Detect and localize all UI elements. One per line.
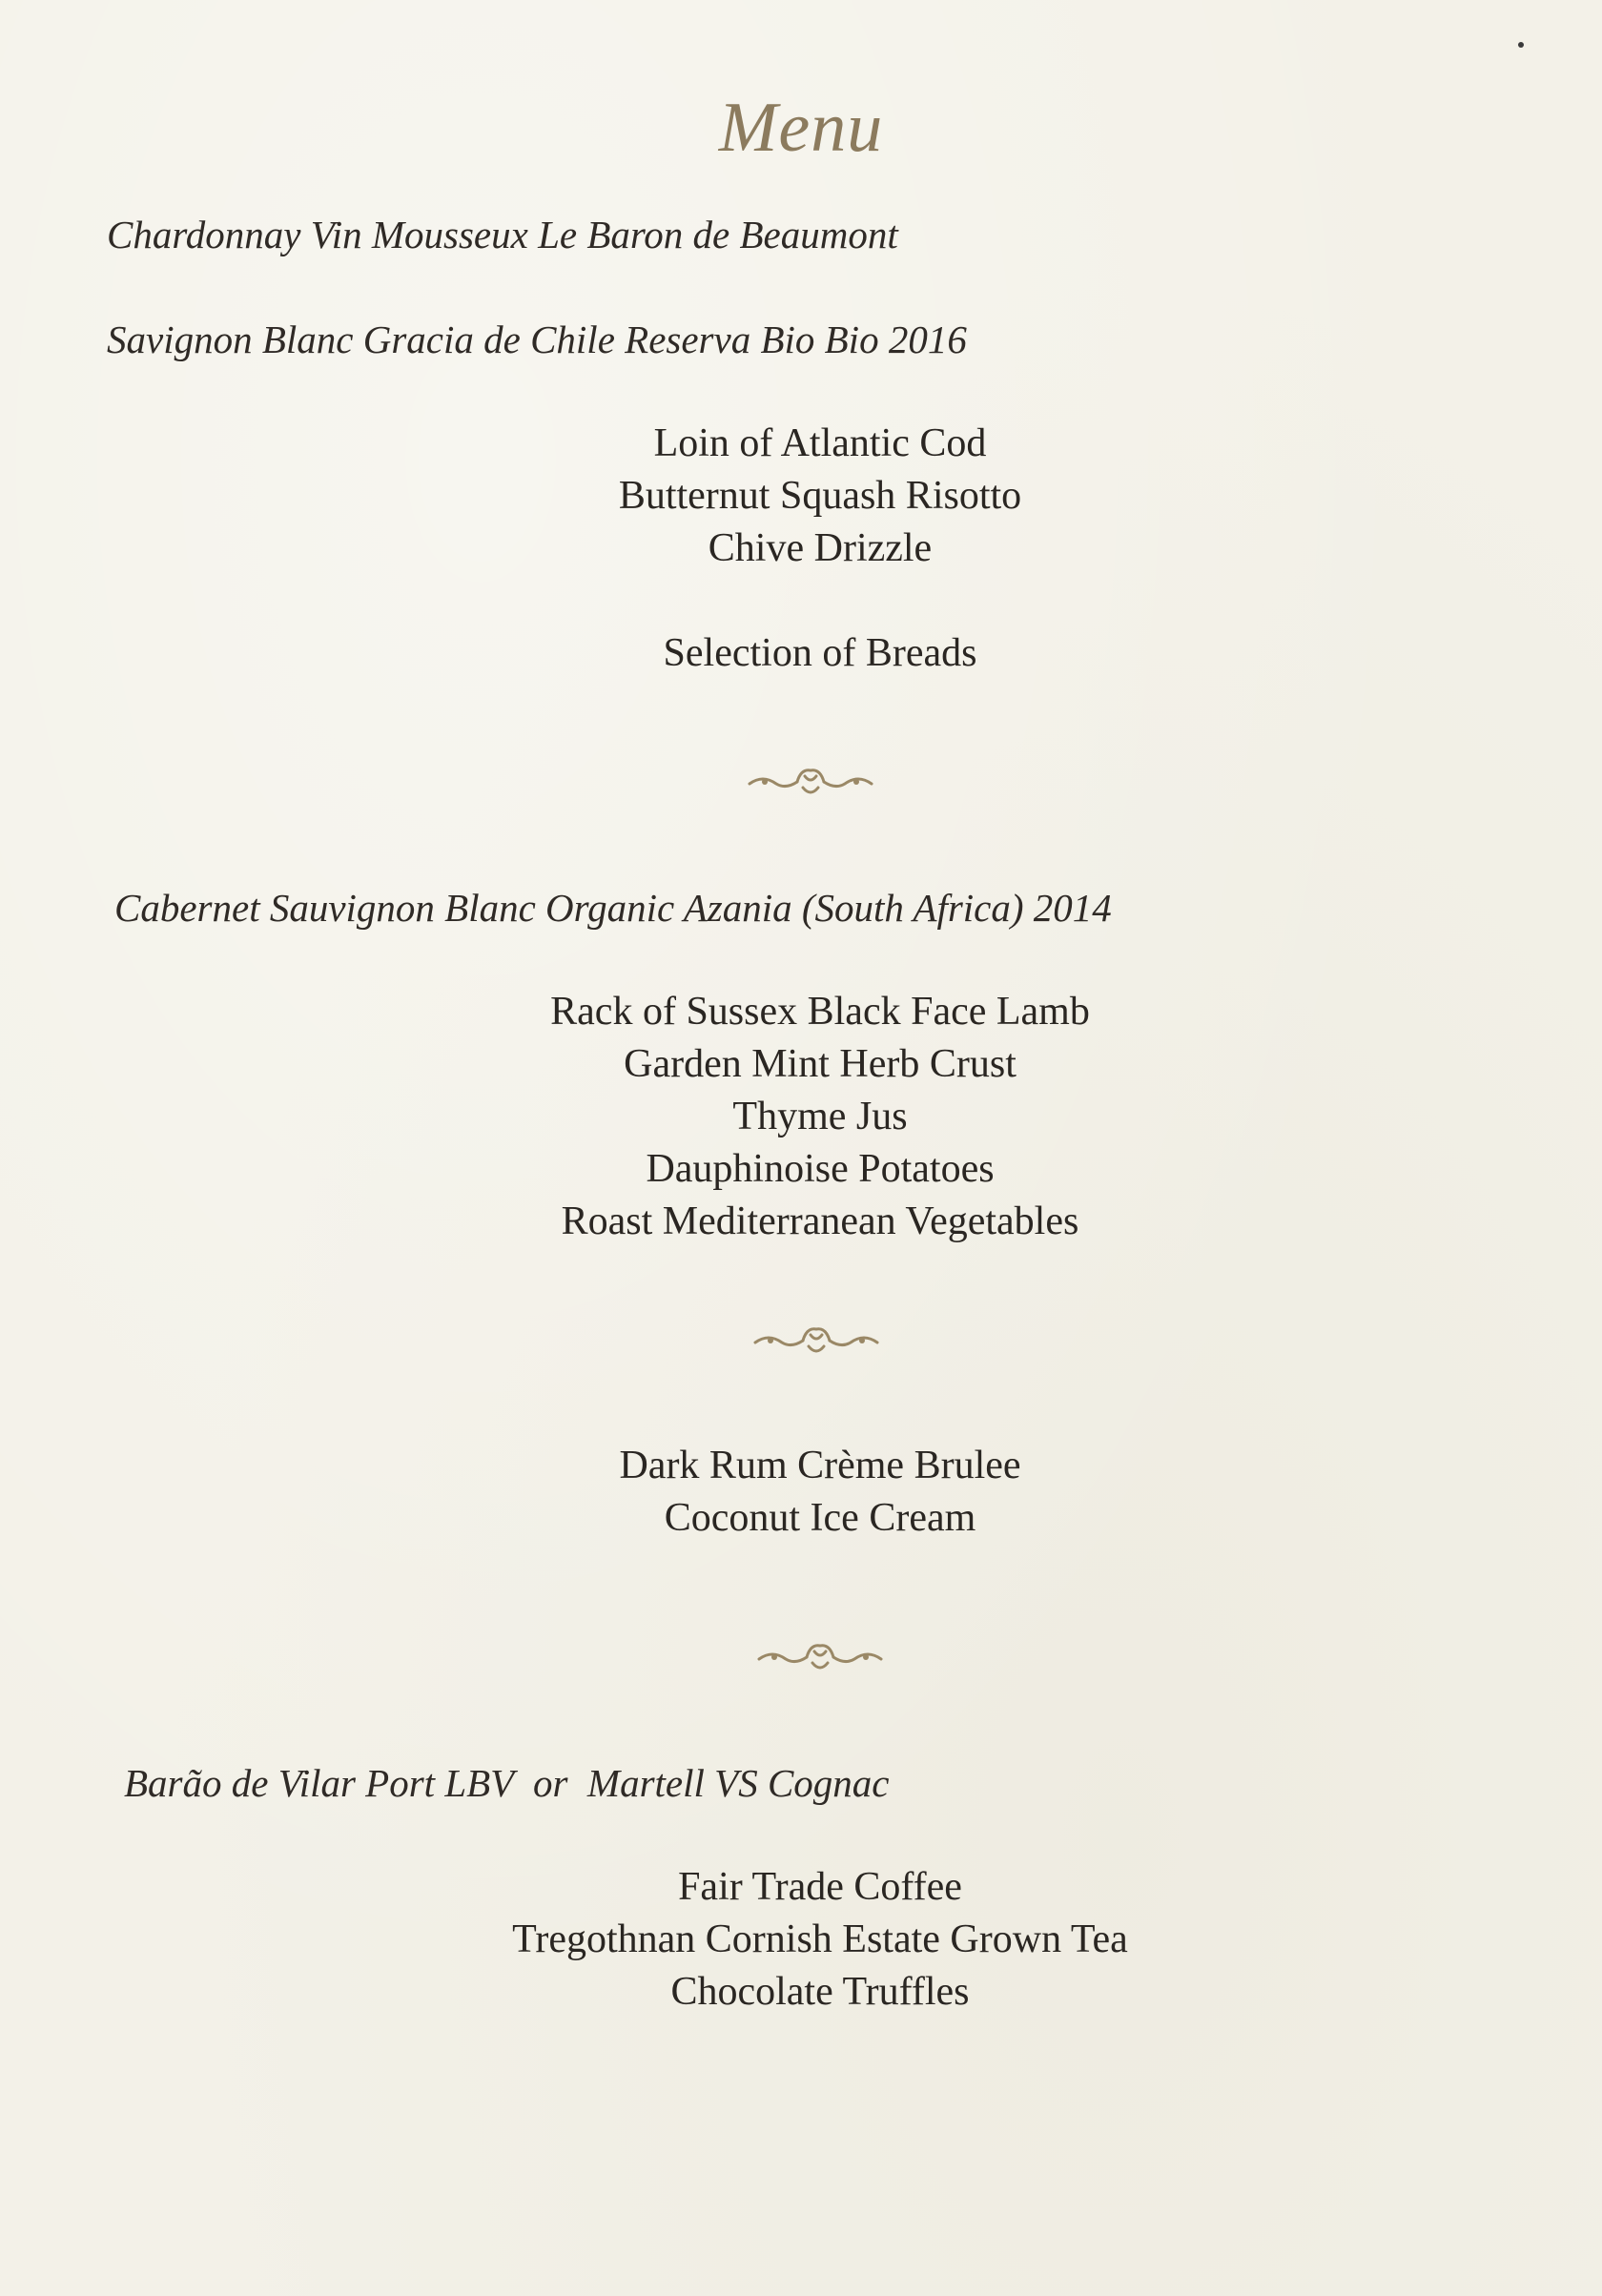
menu-title: Menu xyxy=(718,89,884,167)
dessert-line: Coconut Ice Cream xyxy=(664,1496,976,1540)
main-line: Thyme Jus xyxy=(732,1095,908,1138)
starter-line: Chive Drizzle xyxy=(708,526,933,570)
dessert-line: Dark Rum Crème Brulee xyxy=(619,1444,1021,1487)
wine-red: Cabernet Sauvignon Blanc Organic Azania (South Africa) 2014 xyxy=(114,886,1112,930)
starter-line: Loin of Atlantic Cod xyxy=(653,421,987,465)
bread-line: Selection of Breads xyxy=(663,631,977,675)
main-line: Garden Mint Herb Crust xyxy=(624,1042,1017,1086)
coffee-line: Chocolate Truffles xyxy=(670,1970,970,2014)
main-line: Rack of Sussex Black Face Lamb xyxy=(550,990,1090,1034)
dessert-course xyxy=(0,1440,1602,1545)
flourish-divider-icon xyxy=(744,763,877,801)
flourish-divider-icon xyxy=(750,1322,883,1360)
wine-sparkling: Chardonnay Vin Mousseux Le Baron de Beaumont xyxy=(107,213,898,256)
main-line: Roast Mediterranean Vegetables xyxy=(561,1199,1079,1243)
bread-course xyxy=(0,627,1602,680)
coffee-line: Tregothnan Cornish Estate Grown Tea xyxy=(512,1917,1128,1961)
starter-line: Butternut Squash Risotto xyxy=(618,474,1022,518)
starter-course xyxy=(0,418,1602,575)
coffee-course xyxy=(0,1861,1602,2019)
wine-digestif: Barão de Vilar Port LBV or Martell VS Cognac xyxy=(124,1761,890,1805)
paper-speck xyxy=(1518,42,1524,48)
main-course xyxy=(0,986,1602,1248)
main-line: Dauphinoise Potatoes xyxy=(646,1147,995,1191)
coffee-line: Fair Trade Coffee xyxy=(678,1865,962,1909)
wine-white: Savignon Blanc Gracia de Chile Reserva Bio Bio 2016 xyxy=(107,318,967,361)
flourish-divider-icon xyxy=(753,1638,887,1676)
